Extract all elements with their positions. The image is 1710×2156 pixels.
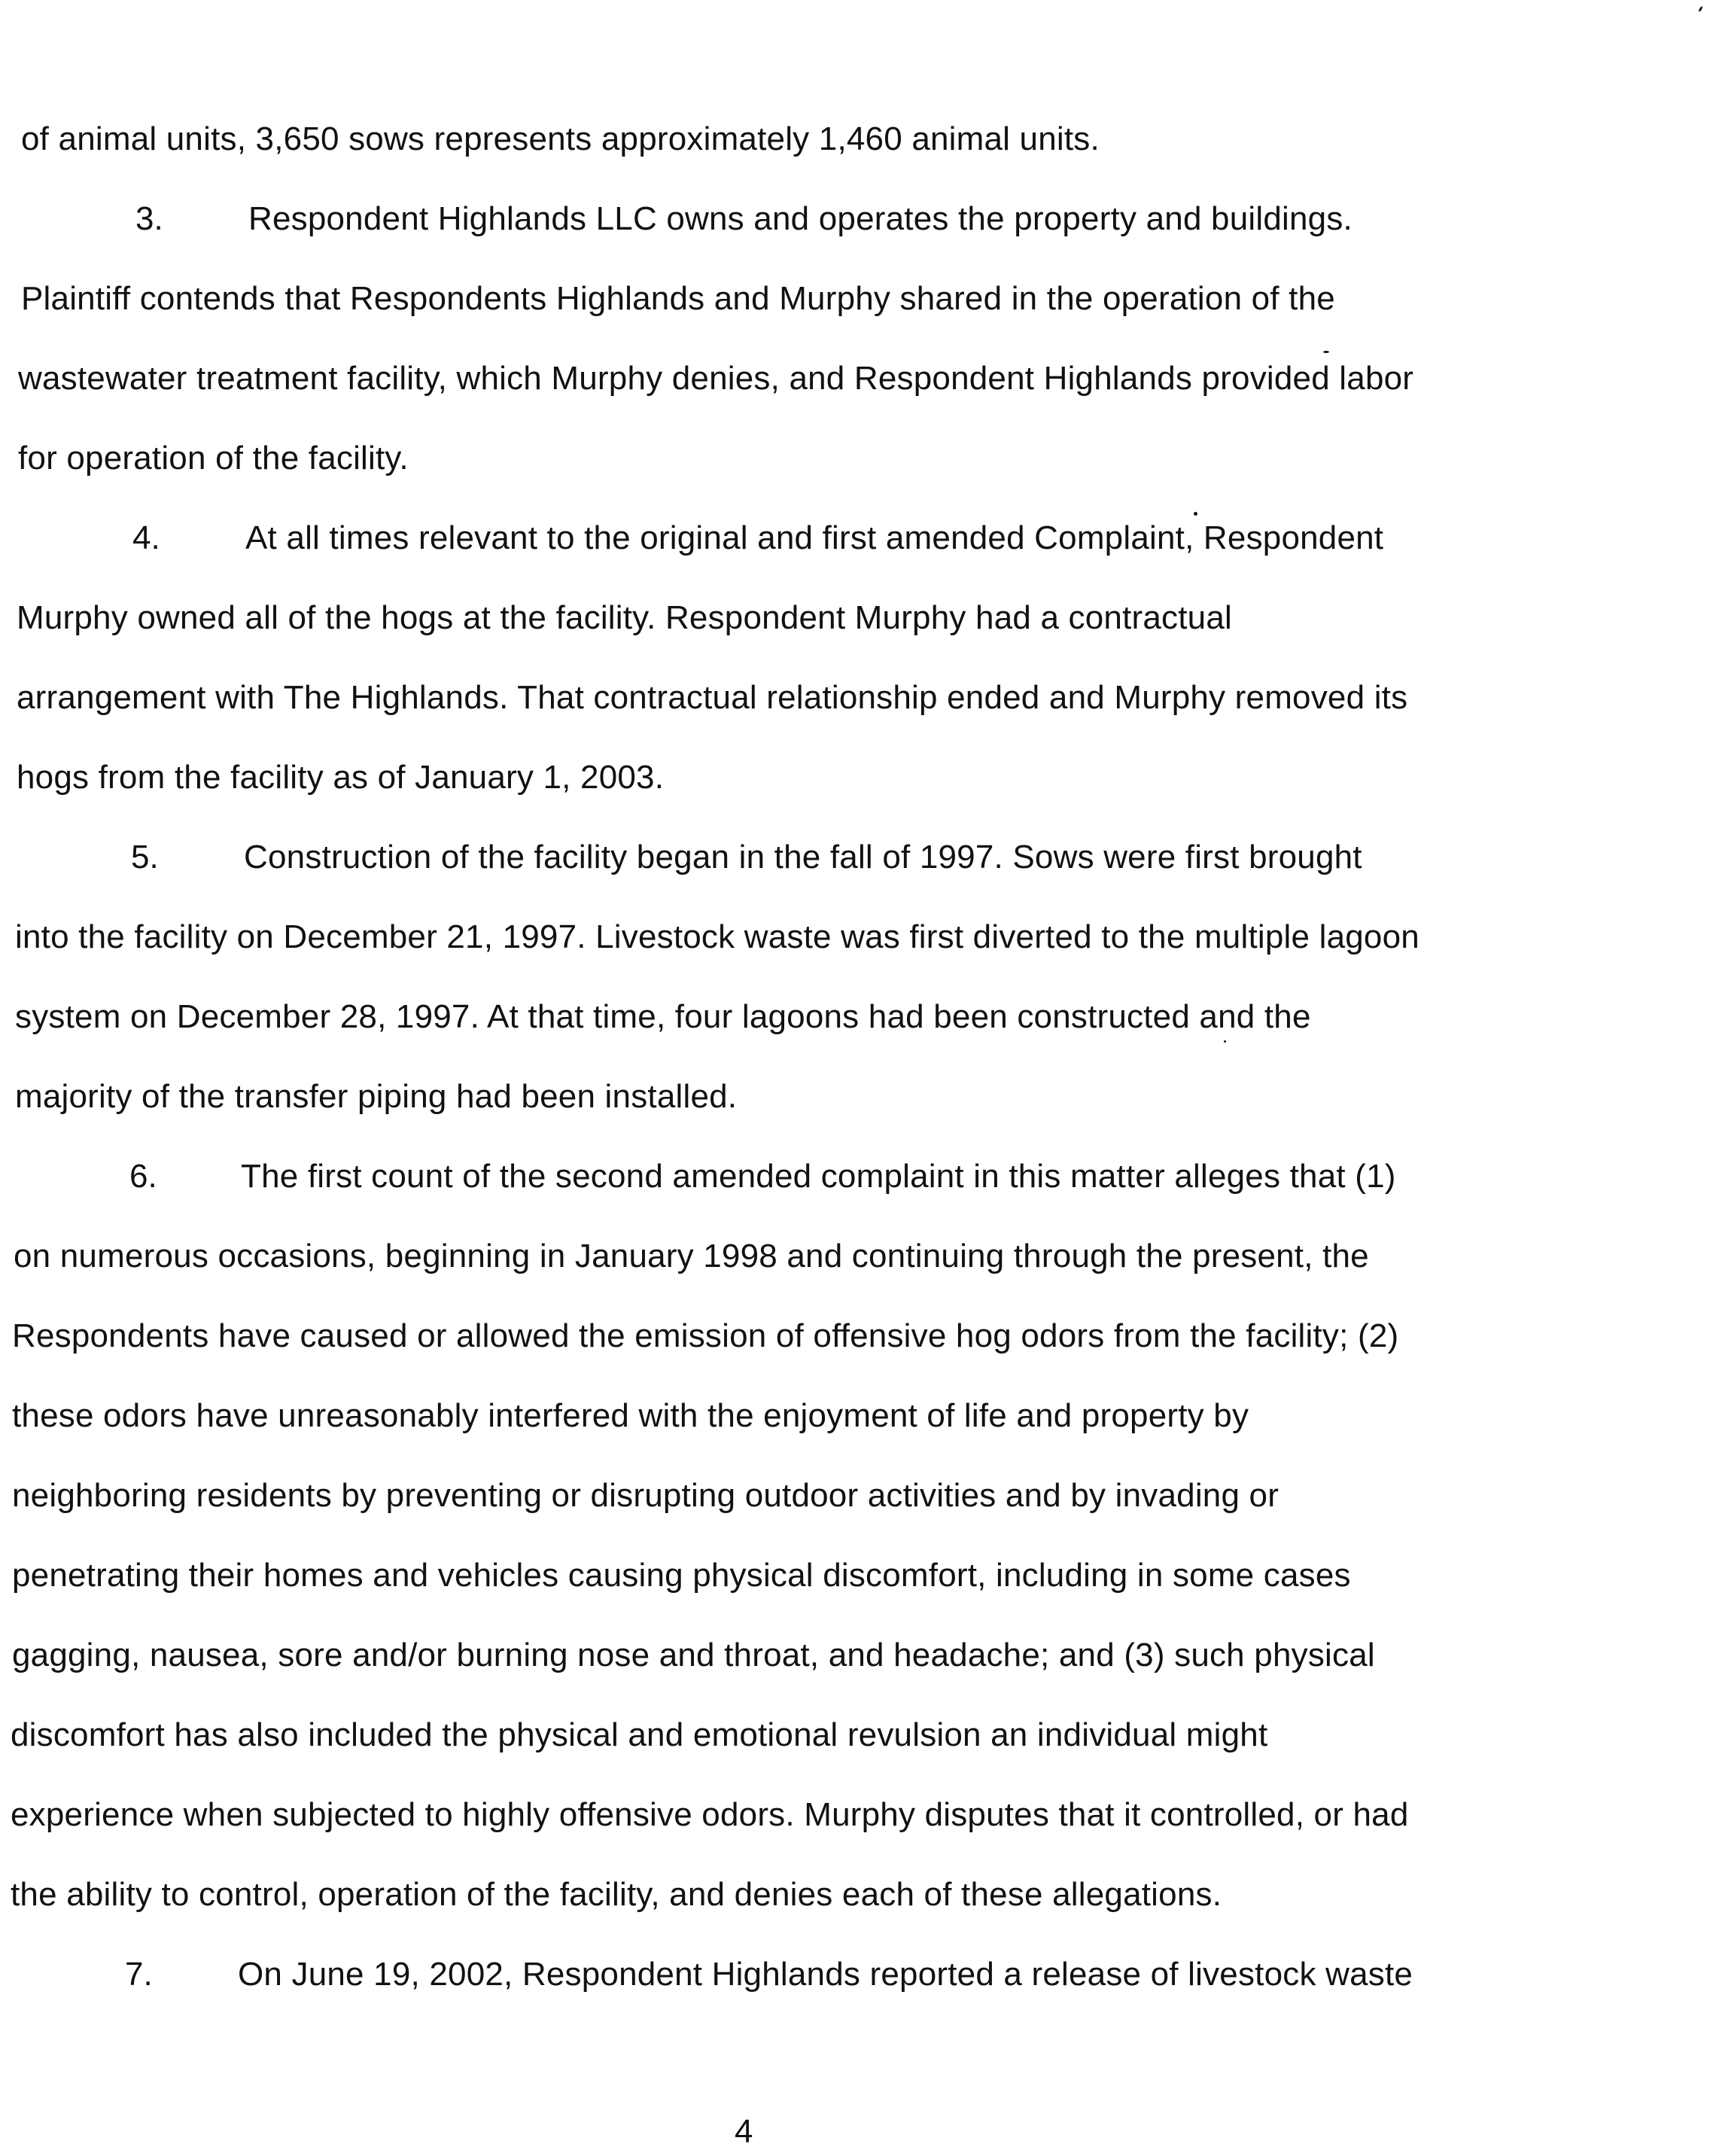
text-line: Respondents have caused or allowed the emission of offensive hog odors from the facility; (2) [12, 1317, 1399, 1354]
text-line: Plaintiff contends that Respondents Highlands and Murphy shared in the operation of the [21, 280, 1335, 317]
paragraph-number: 5. [131, 839, 159, 875]
text-line: penetrating their homes and vehicles causing physical discomfort, including in some cases [12, 1557, 1351, 1594]
text-line: gagging, nausea, sore and/or burning nose and throat, and headache; and (3) such physical [12, 1637, 1375, 1673]
paragraph-number: 3. [135, 200, 163, 237]
text-line: Respondent Highlands LLC owns and operates the property and buildings. [248, 200, 1352, 237]
page-number: 4 [735, 2113, 753, 2150]
text-line: the ability to control, operation of the facility, and denies each of these allegations. [11, 1876, 1222, 1913]
text-line: on numerous occasions, beginning in January 1998 and continuing through the present, the [14, 1238, 1369, 1274]
paragraph-number: 6. [129, 1158, 157, 1195]
text-line: into the facility on December 21, 1997. Livestock waste was first diverted to the multiple lagoon [15, 918, 1419, 955]
scan-speck [1323, 351, 1329, 353]
text-line: arrangement with The Highlands. That contractual relationship ended and Murphy removed its [17, 679, 1408, 716]
text-line: On June 19, 2002, Respondent Highlands reported a release of livestock waste [238, 1956, 1413, 1993]
text-line: Murphy owned all of the hogs at the facility. Respondent Murphy had a contractual [17, 599, 1232, 636]
text-line: system on December 28, 1997. At that time, four lagoons had been constructed and the [15, 998, 1311, 1035]
scan-speck [1224, 1040, 1226, 1043]
text-line: Construction of the facility began in the fall of 1997. Sows were first brought [244, 839, 1362, 875]
text-line: majority of the transfer piping had been installed. [15, 1078, 738, 1115]
text-line: neighboring residents by preventing or disrupting outdoor activities and by invading or [12, 1477, 1279, 1514]
paragraph-number: 4. [132, 519, 160, 556]
text-line: of animal units, 3,650 sows represents approximately 1,460 animal units. [21, 120, 1100, 157]
text-line: wastewater treatment facility, which Murphy denies, and Respondent Highlands provided labor [18, 360, 1414, 397]
text-line: these odors have unreasonably interfered with the enjoyment of life and property by [12, 1397, 1249, 1434]
text-line: discomfort has also included the physical and emotional revulsion an individual might [11, 1716, 1268, 1753]
text-line: for operation of the facility. [18, 440, 409, 477]
scan-speck [1698, 6, 1703, 12]
text-line: experience when subjected to highly offensive odors. Murphy disputes that it controlled, or had [11, 1796, 1409, 1833]
text-line: At all times relevant to the original and first amended Complaint, Respondent [245, 519, 1384, 556]
text-line: The first count of the second amended complaint in this matter alleges that (1) [241, 1158, 1396, 1195]
scan-speck [1194, 512, 1197, 516]
paragraph-number: 7. [125, 1956, 153, 1993]
text-line: hogs from the facility as of January 1, 2003. [17, 759, 665, 796]
